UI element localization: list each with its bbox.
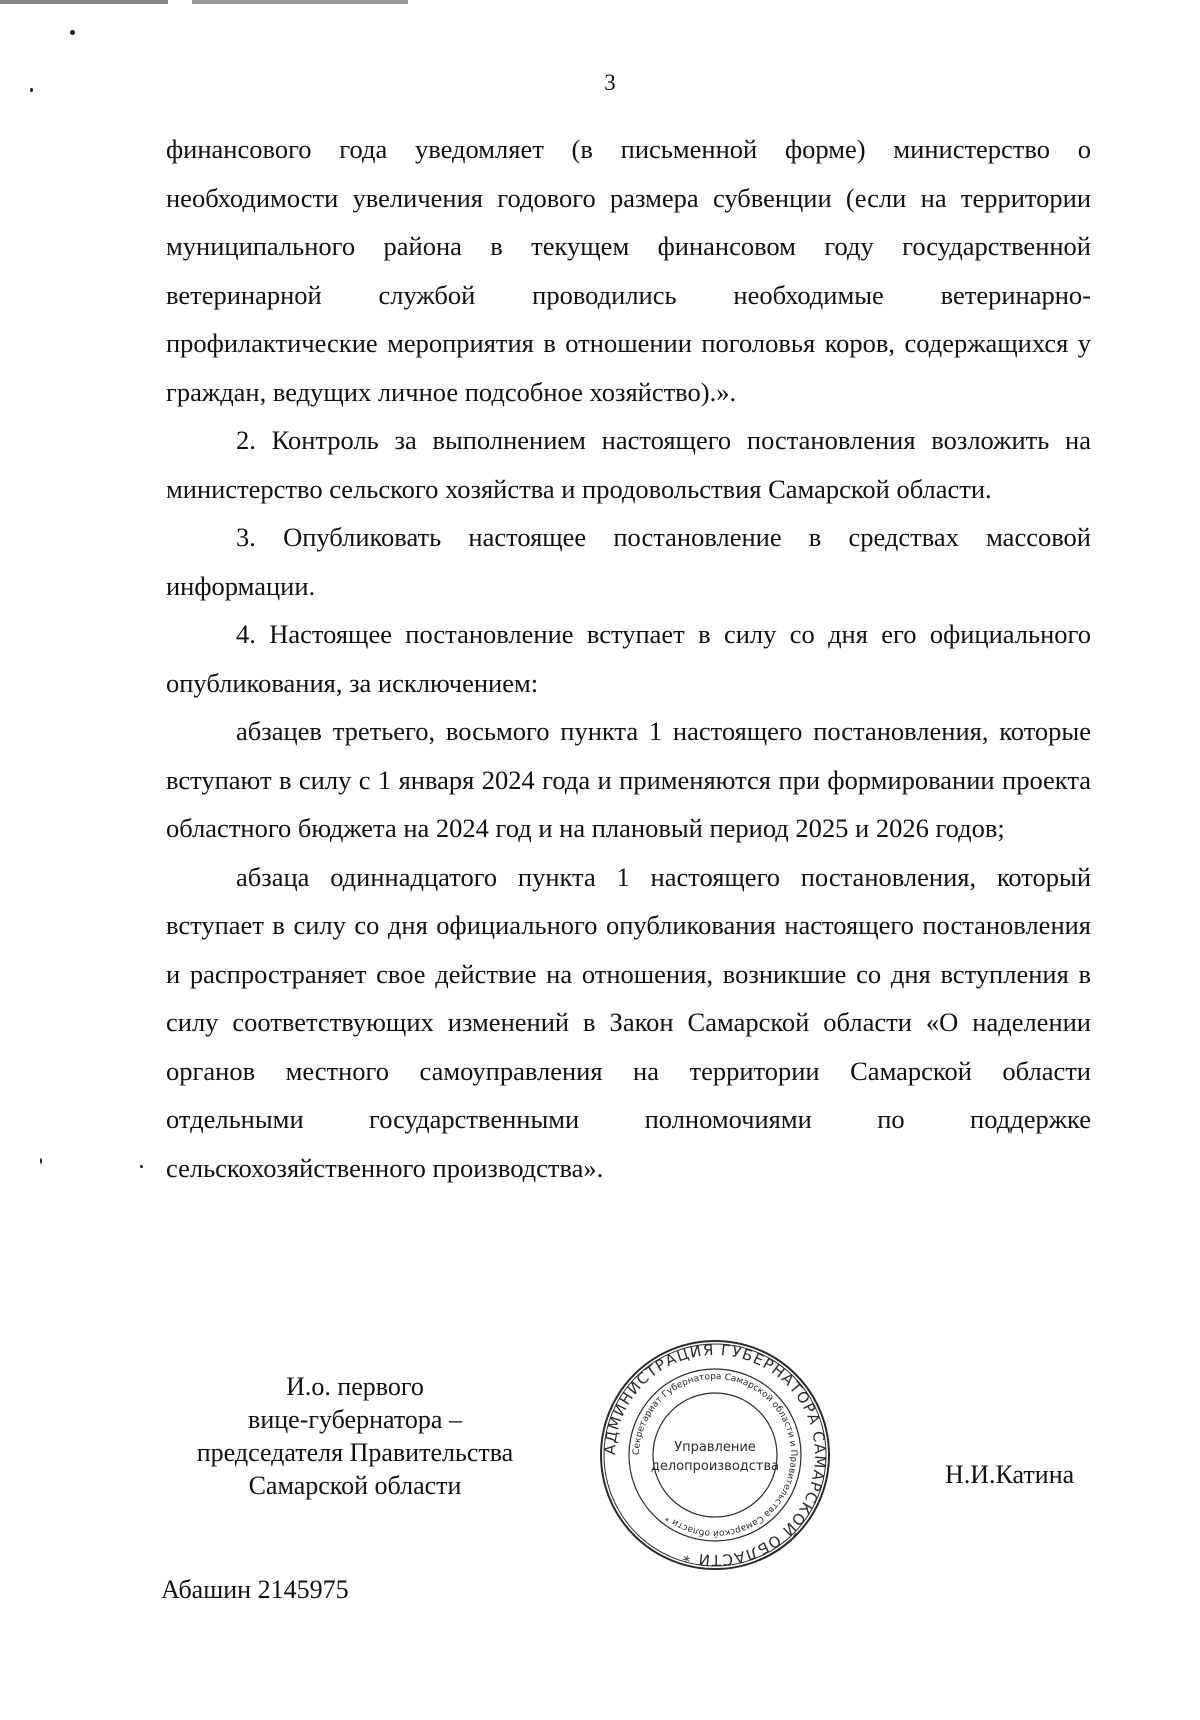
scan-edge-artifact — [0, 0, 1200, 4]
paragraph-item-2: 2. Контроль за выполнением настоящего постановления возложить на министерство сельского хозяйства и продовольствия Самарской области. — [166, 425, 1091, 504]
scan-speck — [40, 1158, 42, 1164]
document-body — [166, 125, 1091, 1192]
signer-position-line: вице-губернатора – — [248, 1405, 462, 1434]
signer-position-line: И.о. первого — [286, 1372, 424, 1401]
paragraph-exception-2: абзаца одиннадцатого пункта 1 настоящего постановления, который вступает в силу со дня официального опубликования настоящего постановления и распространяет свое действие на отношения, возникшие со дня вступления в силу соответствующих изменений в Закон Самарской области «О наделении органов местного самоуправления на территории Самарской области отдельными государственными полномочиями по поддержке сельскохозяйственного производства». — [166, 861, 1091, 1183]
paragraph-continuation: финансового года уведомляет (в письменной форме) министерство о необходимости увеличения годового размера субвенции (если на территории муниципального района в текущем финансовом году государственной ветеринарной службой проводились необходимые ветеринарно-профилактические мероприятия в отношении поголовья коров, содержащихся у граждан, ведущих личное подсобное хозяйство).». — [166, 134, 1091, 407]
executor-contact: Абашин 2145975 — [161, 1575, 349, 1604]
paragraph-item-4: 4. Настоящее постановление вступает в силу со дня его официального опубликования, за исключением: — [166, 619, 1091, 698]
scan-speck — [30, 88, 33, 92]
stamp-center-line: Управление — [674, 1440, 756, 1455]
signer-position — [170, 1370, 540, 1502]
stamp-center-line: делопроизводства — [650, 1459, 780, 1474]
paragraph-exception-1: абзацев третьего, восьмого пункта 1 настоящего постановления, которые вступают в силу с 1 января 2024 года и применяются при формировании проекта областного бюджета на 2024 год и на плановый период 2025 и 2026 годов; — [166, 716, 1091, 843]
scan-speck — [140, 1165, 143, 1168]
stamp-graphic — [598, 1338, 832, 1572]
stamp-inner-text: Секретариат Губернатора Самарской области и Правительства Самарской области * — [631, 1371, 799, 1539]
page-number: 3 — [604, 70, 616, 95]
official-stamp — [598, 1338, 832, 1572]
signer-position-line: Самарской области — [248, 1471, 462, 1500]
paragraph-item-3: 3. Опубликовать настоящее постановление в средствах массовой информации. — [166, 522, 1091, 601]
scan-speck — [70, 30, 75, 35]
signer-name: Н.И.Катина — [945, 1460, 1075, 1489]
stamp-outer-text: АДМИНИСТРАЦИЯ ГУБЕРНАТОРА САМАРСКОЙ ОБЛАСТИ * — [600, 1340, 830, 1570]
signer-position-line: председателя Правительства — [196, 1438, 514, 1467]
